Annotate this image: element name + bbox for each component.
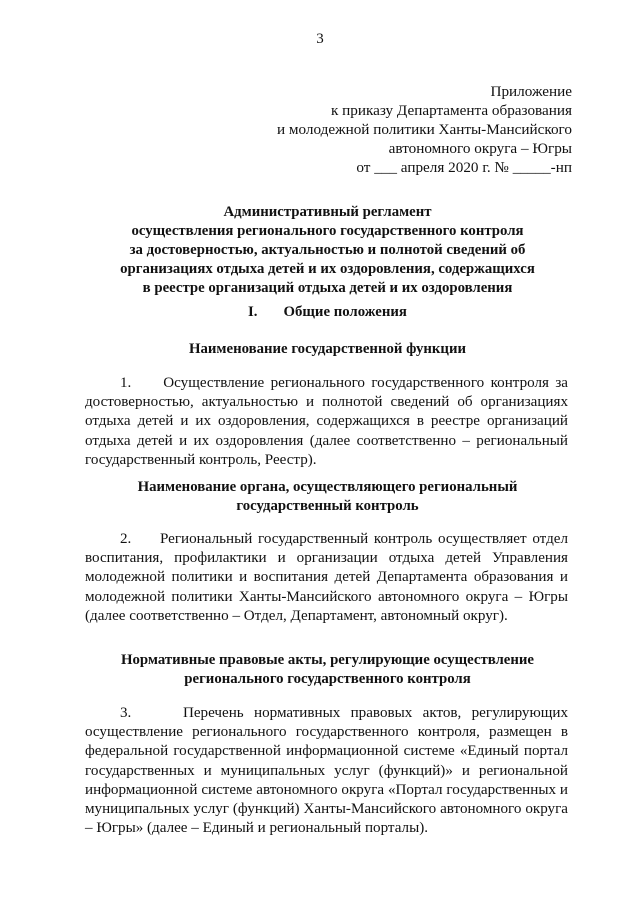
section-title: Общие положения: [283, 304, 407, 320]
section-number: I.: [248, 304, 258, 320]
paragraph-3: 3. Перечень нормативных правовых актов, регулирующих осуществление регионального государственного контроля, размещен в федеральной государственной информационной системе «Единый портал государственных и муниципальных услуг (функций)» и региональной информационной системе автономного округа «Портал государственных и муниципальных услуг (функций) Ханты-Мансийского автономного округа – Югры» (далее – Единый и региональный порталы).: [85, 705, 568, 837]
page-number: 3: [316, 31, 324, 47]
document-title: [40, 203, 615, 298]
subheading-function-name: [40, 340, 615, 359]
subheading-line: Наименование государственной функции: [188, 341, 466, 357]
appendix-line: Приложение: [490, 83, 572, 100]
paragraph-1: 1. Осуществление регионального государственного контроля за достоверностью, актуальностью и полнотой сведений об организациях отдыха детей и их оздоровления, содержащихся в реестре организаций отдыха детей и их оздоровления (далее соответственно – региональный государственный контроль, Реестр).: [85, 375, 568, 468]
title-line: в реестре организаций отдыха детей и их оздоровления: [142, 280, 513, 296]
appendix-line: автономного округа – Югры: [388, 140, 572, 157]
title-line: организациях отдыха детей и их оздоровления, содержащихся: [120, 261, 535, 277]
section-heading: [40, 303, 615, 322]
appendix-block: [277, 82, 572, 177]
paragraph-2: 2. Региональный государственный контроль осуществляет отдел воспитания, профилактики и организации отдыха детей Управления молодежной политики и воспитания детей Департамента образования и молодежной политики Ханты-Мансийского автономного округа – Югры (далее соответственно – Отдел, Департамент, автономный округ).: [85, 531, 568, 624]
subheading-legal-acts: [40, 651, 615, 689]
subheading-line: Наименование органа, осуществляющего региональный: [137, 479, 518, 495]
appendix-line: от ___ апреля 2020 г. № _____-нп: [356, 159, 572, 176]
subheading-line: регионального государственного контроля: [184, 671, 471, 687]
title-line: осуществления регионального государственного контроля: [131, 223, 524, 239]
appendix-line: и молодежной политики Ханты-Мансийского: [276, 121, 572, 138]
subheading-authority-name: [40, 478, 615, 516]
title-line: Административный регламент: [223, 204, 432, 220]
subheading-line: государственный контроль: [236, 498, 419, 514]
title-line: за достоверностью, актуальностью и полнотой сведений об: [129, 242, 526, 258]
subheading-line: Нормативные правовые акты, регулирующие осуществление: [121, 652, 534, 668]
appendix-line: к приказу Департамента образования: [330, 102, 572, 119]
